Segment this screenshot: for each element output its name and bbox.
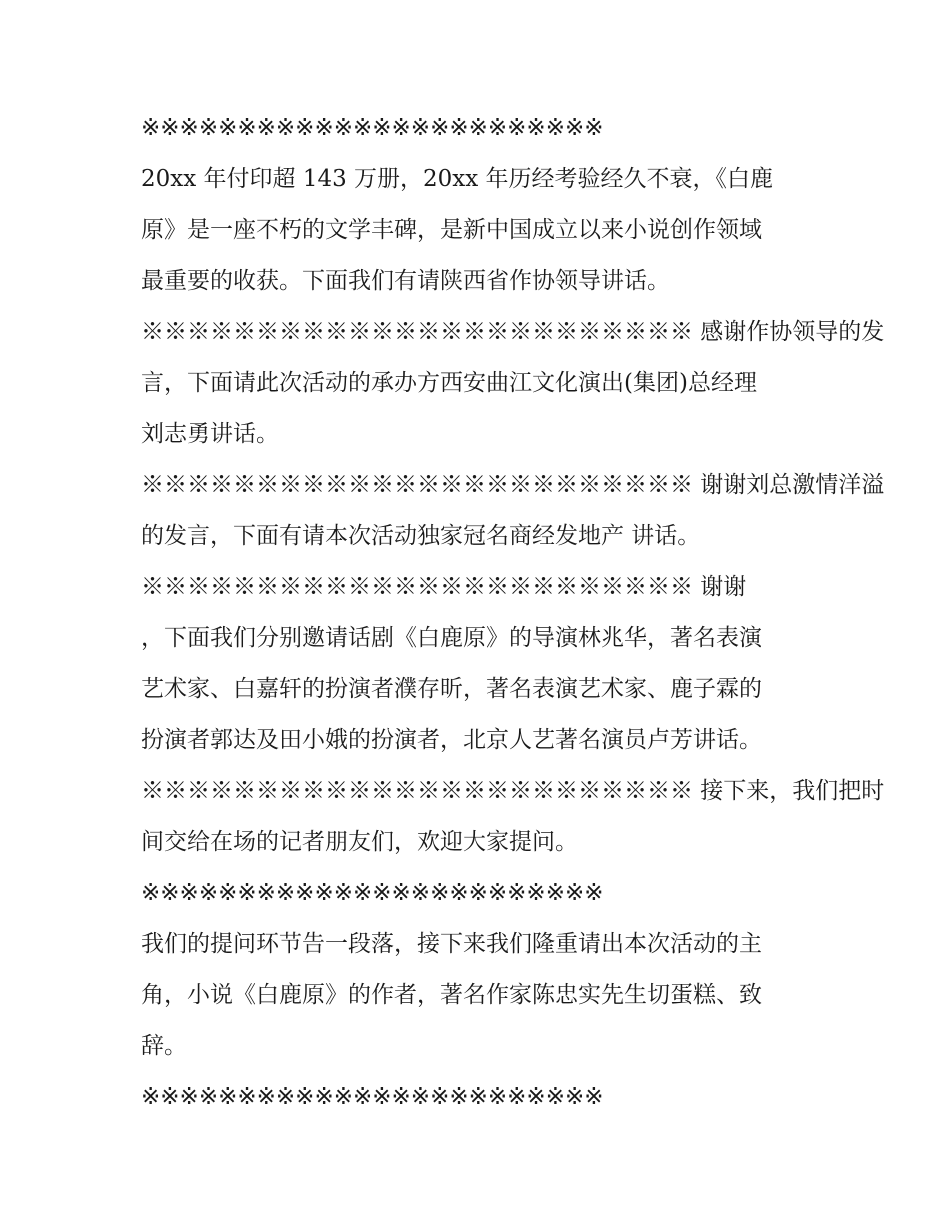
separator-line: ※※※※※※※※※※※※※※※※※※※※※※※※ 感谢作协领导的发 xyxy=(141,319,885,345)
separator-line: ※※※※※※※※※※※※※※※※※※※※※※※※ 接下来，我们把时 xyxy=(141,778,885,804)
text-line: 艺术家、白嘉轩的扮演者濮存昕，著名表演艺术家、鹿子霖的 xyxy=(141,676,762,702)
text-line: 最重要的收获。下面我们有请陕西省作协领导讲话。 xyxy=(141,268,670,294)
separator-line: ※※※※※※※※※※※※※※※※※※※※※※※※ xyxy=(141,880,604,906)
text-line: 言，下面请此次活动的承办方西安曲江文化演出(集团)总经理 xyxy=(141,370,757,396)
separator-line: ※※※※※※※※※※※※※※※※※※※※※※※※ xyxy=(141,1084,604,1110)
separator-line: ※※※※※※※※※※※※※※※※※※※※※※※※ 谢谢刘总激情洋溢 xyxy=(141,472,885,498)
text-line: 20xx 年付印超 143 万册，20xx 年历经考验经久不衰，《白鹿 xyxy=(141,166,774,192)
text-line: 原》是一座不朽的文学丰碑，是新中国成立以来小说创作领域 xyxy=(141,217,762,243)
text-line: 间交给在场的记者朋友们，欢迎大家提问。 xyxy=(141,829,578,855)
document-body xyxy=(141,103,885,1123)
separator-line: ※※※※※※※※※※※※※※※※※※※※※※※※ xyxy=(141,115,604,141)
separator-line: ※※※※※※※※※※※※※※※※※※※※※※※※ 谢谢 xyxy=(141,574,747,600)
text-line: ，下面我们分别邀请话剧《白鹿原》的导演林兆华，著名表演 xyxy=(141,625,762,651)
text-line: 我们的提问环节告一段落，接下来我们隆重请出本次活动的主 xyxy=(141,931,762,957)
text-line: 的发言，下面有请本次活动独家冠名商经发地产 讲话。 xyxy=(141,523,701,549)
text-line: 角，小说《白鹿原》的作者，著名作家陈忠实先生切蛋糕、致 xyxy=(141,982,762,1008)
text-line: 扮演者郭达及田小娥的扮演者，北京人艺著名演员卢芳讲话。 xyxy=(141,727,762,753)
text-line: 刘志勇讲话。 xyxy=(141,421,279,447)
text-line: 辞。 xyxy=(141,1033,187,1059)
